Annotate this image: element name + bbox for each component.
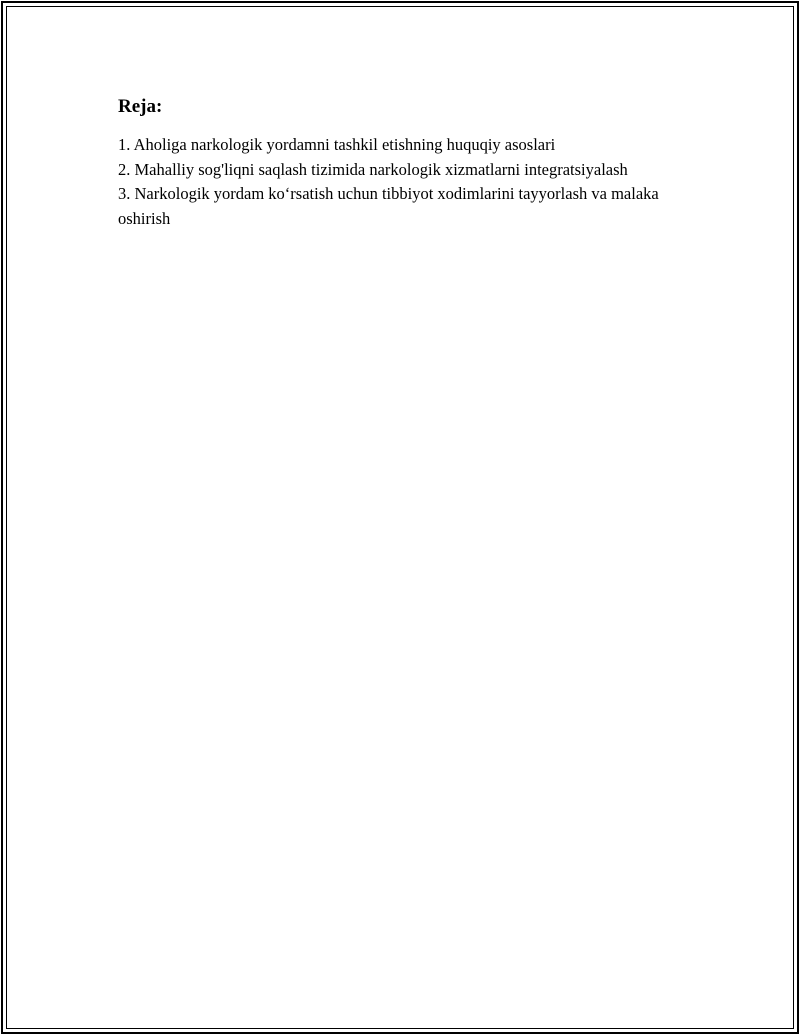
plan-item: 1. Aholiga narkologik yordamni tashkil etishning huquqiy asoslari <box>118 135 556 154</box>
page-content <box>118 95 678 231</box>
plan-item: 2. Mahalliy sog'liqni saqlash tizimida narkologik xizmatlarni integratsiyalash <box>118 159 628 179</box>
plan-heading: Reja: <box>118 96 163 117</box>
plan-list <box>118 133 678 231</box>
plan-item: 3. Narkologik yordam ko‘rsatish uchun tibbiyot xodimlarini tayyorlash va malaka oshirish <box>118 184 659 228</box>
